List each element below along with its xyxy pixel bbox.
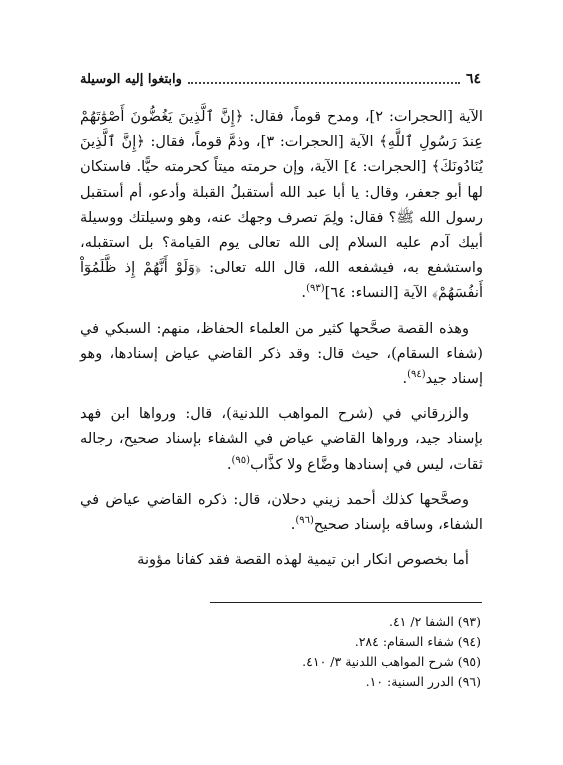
footnote-ref: (٩٥): [231, 454, 251, 466]
paragraph: وهذه القصة صحَّحها كثير من العلماء الحفاظ، منهم: السبكي في (شفاء السقام)، حيث قال: وقد ذكر القاضي عياض إسنادها، وهو إسناد جيد$^{(٩٤)}$.: [80, 319, 483, 388]
footnote: (٩٥) شرح المواهب اللدنية ٣/ ٤١٠.: [302, 654, 481, 669]
paragraph-text: وصحَّحها كذلك أحمد زيني دحلان، قال: ذكره القاضي عياض في الشفاء، وساقه بإسناد صحيح: [80, 490, 483, 534]
paragraph: وصحَّحها كذلك أحمد زيني دحلان، قال: ذكره القاضي عياض في الشفاء، وساقه بإسناد صحيح$^{(٩٦)}$.: [80, 490, 483, 534]
paragraph-text: والزرقاني في (شرح المواهب اللدنية)، قال: ورواها ابن فهد بإسناد جيد، ورواها القاضي عياض في الشفاء بإسناد صحيح، رجاله ثقات، ليس في إسنادها وضَّاع ولا كذَّاب: [80, 405, 483, 473]
footnotes: [80, 612, 481, 692]
paragraph-text: أما بخصوص انكار ابن تيمية لهذه القصة فقد كفانا مؤونة: [137, 551, 469, 569]
footnote: (٩٣) الشفا ٢/ ٤١.: [388, 614, 481, 629]
paragraph-text: الآية [الحجرات: ٢]، ومدح قوماً، فقال: ﴿إِنَّ ٱلَّذِينَ يَغُضُّونَ أَصْوَٰتَهُمْ عِندَ رَسُولِ ٱللَّهِ﴾ الآية [الحجرات: ٣]، وذمَّ قوماً، فقال: ﴿إِنَّ ٱلَّذِينَ يُنَادُونَكَ﴾ [الحجرات: ٤] الآية، وإن حرمته ميتاً كحرمته حيًّا. فاستكان لها أبو جعفر، وقال: يا أبا عبد الله أستقبلُ القبلة وأدعو، أم أستقبل رسول الله ﷺ؟ فقال: ولِمَ تصرف وجهك عنه، وهو وسيلتك ووسيلة أبيك آدم عليه السلام إلى الله تعالى يوم القيامة؟ بل استقبله، واستشفع به، فيشفعه الله، قال الله تعالى: ﴿وَلَوْ أَنَّهُمْ إِذ ظَّلَمُوٓاْ أَنفُسَهُمْ﴾ الآية [النساء: ٦٤]: [80, 108, 483, 302]
running-title: وابتغوا إليه الوسيلة: [80, 71, 182, 87]
paragraph-text: وهذه القصة صحَّحها كثير من العلماء الحفاظ، منهم: السبكي في (شفاء السقام)، حيث قال: وقد ذكر القاضي عياض إسنادها، وهو إسناد جيد: [80, 319, 483, 388]
footnote-ref: (٩٤): [407, 369, 426, 381]
page-body: [80, 104, 483, 582]
footnote: (٩٦) الدرر السنية: ١٠.: [365, 674, 481, 689]
page-number: ٦٤: [465, 71, 481, 87]
paragraph: الآية [الحجرات: ٢]، ومدح قوماً، فقال: ﴿إِنَّ ٱلَّذِينَ يَغُضُّونَ أَصْوَٰتَهُمْ عِندَ رَسُولِ ٱللَّهِ﴾ الآية [الحجرات: ٣]، وذمَّ قوماً، فقال: ﴿إِنَّ ٱلَّذِينَ يُنَادُونَكَ﴾ [الحجرات: ٤] الآية، وإن حرمته ميتاً كحرمته حيًّا. فاستكان لها أبو جعفر، وقال: يا أبا عبد الله أستقبلُ القبلة وأدعو، أم أستقبل رسول الله ﷺ؟ فقال: ولِمَ تصرف وجهك عنه، وهو وسيلتك ووسيلة أبيك آدم عليه السلام إلى الله تعالى يوم القيامة؟ بل استقبله، واستشفع به، فيشفعه الله، قال الله تعالى: ﴿وَلَوْ أَنَّهُمْ إِذ ظَّلَمُوٓاْ أَنفُسَهُمْ﴾ الآية [النساء: ٦٤]$^{(٩٣)}$.: [80, 108, 483, 302]
footnote-ref: (٩٦): [295, 515, 314, 527]
footnote-divider: [210, 602, 482, 603]
footnote: (٩٤) شفاء السقام: ٢٨٤.: [354, 634, 481, 649]
header-dotted-leader: [188, 74, 460, 84]
page-header: [80, 70, 481, 88]
paragraph: والزرقاني في (شرح المواهب اللدنية)، قال: ورواها ابن فهد بإسناد جيد، ورواها القاضي عياض في الشفاء بإسناد صحيح، رجاله ثقات، ليس في إسنادها وضَّاع ولا كذَّاب$^{(٩٥)}$.: [80, 405, 483, 473]
paragraph: [80, 547, 483, 572]
footnote-ref: (٩٣): [306, 283, 325, 295]
